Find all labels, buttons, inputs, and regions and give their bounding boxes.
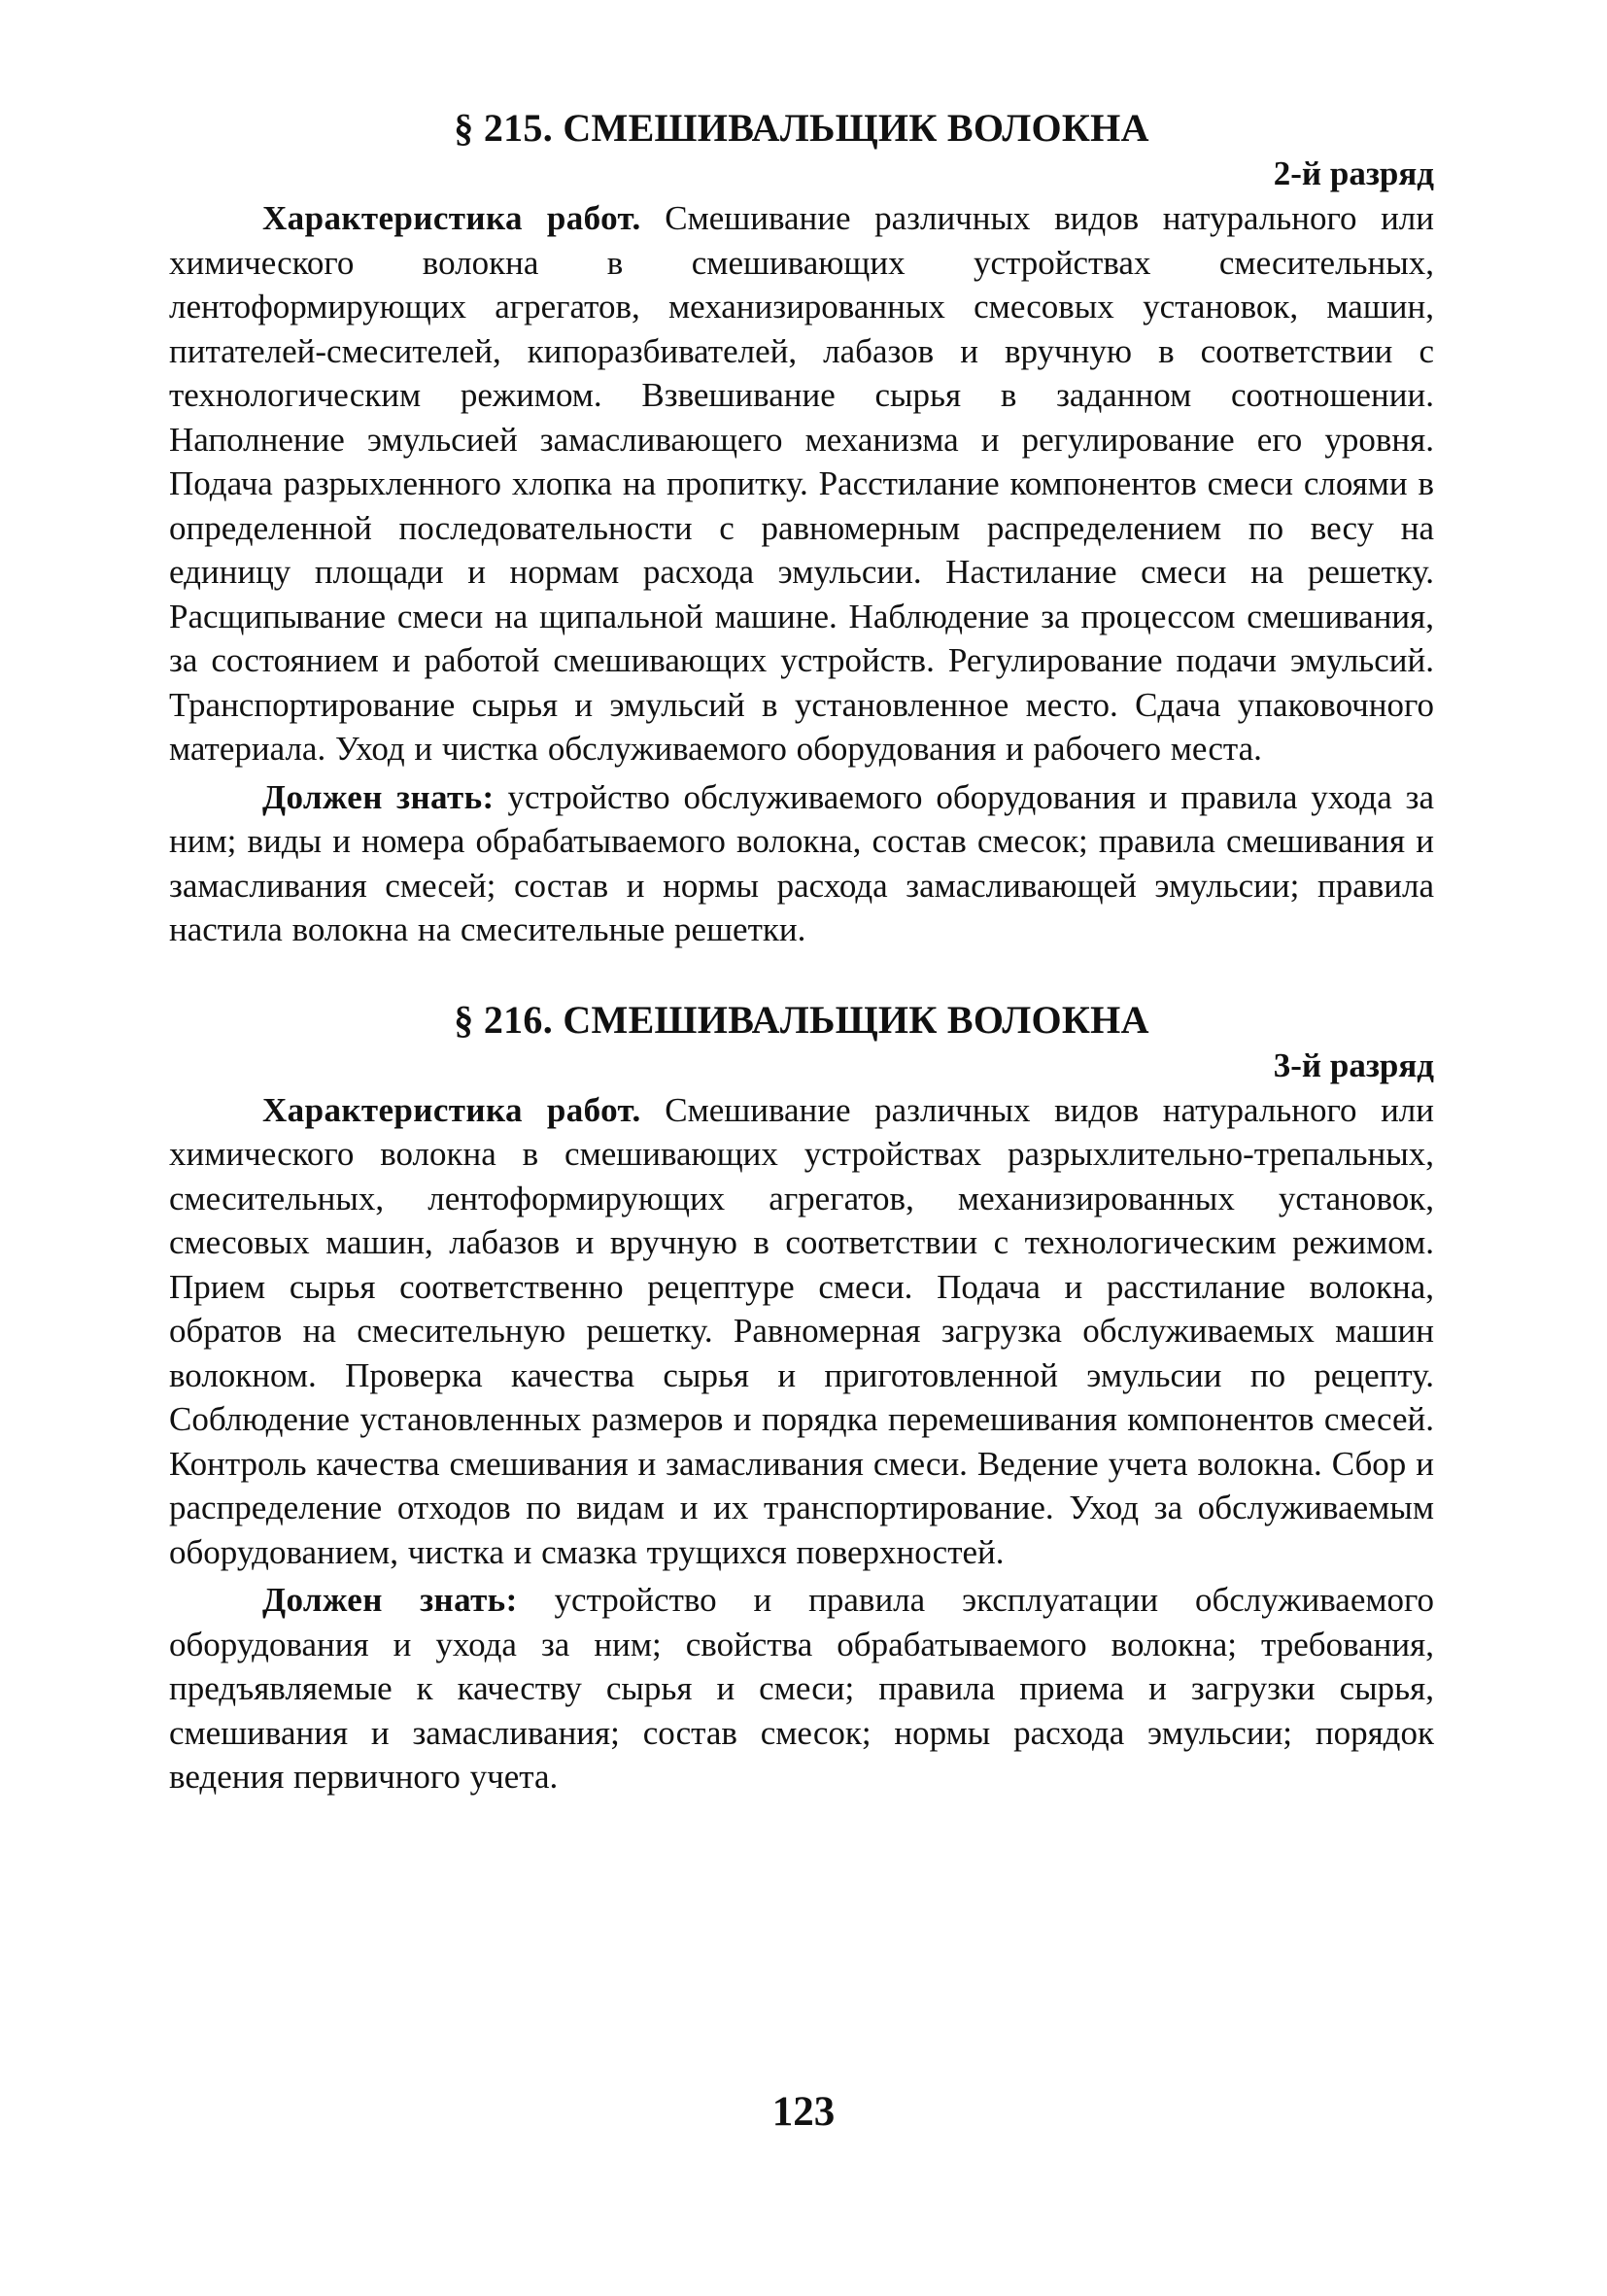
knowledge-text: устройство и правила эксплуатации обслуживаемого оборудования и ухода за ним; свойства обрабатываемого волокна; требования, предъявляемые к качеству сырья и смеси; правила приема и загрузки сырья, смешивания и замасливания; состав смесок; нормы расхода эмульсии; порядок ведения первичного учета.: [169, 1581, 1434, 1796]
section-heading: § 215. СМЕШИВАЛЬЩИК ВОЛОКНА: [454, 106, 1149, 150]
characteristics-paragraph: [169, 196, 1434, 771]
page-number: 123: [771, 2089, 836, 2135]
characteristics-paragraph: [169, 1088, 1434, 1575]
document-page: [169, 105, 1434, 1799]
characteristics-text: Смешивание различных видов натурального или химического волокна в смешивающих устройствах смесительных, лентоформирующих агрегатов, механизированных смесовых установок, машин, питателей-смесителей, кипоразбивателей, лабазов и вручную в соответствии с технологическим режимом. Взвешивание сырья в заданном соотношении. Наполнение эмульсией замасливающего механизма и регулирование его уровня. Подача разрыхленного хлопка на пропитку. Расстилание компонентов смеси слоями в определенной последовательности с равномерным распределением по весу на единицу площади и нормам расхода эмульсии. Настилание смеси на решетку. Расщипывание смеси на щипальной машине. Наблюдение за процессом смешивания, за состоянием и работой смешивающих устройств. Регулирование подачи эмульсий. Транспортирование сырья и эмульсий в установленное место. Сдача упаковочного материала. Уход и чистка обслуживаемого оборудования и рабочего места.: [169, 199, 1434, 768]
grade-label: 2-й разряд: [1273, 154, 1434, 192]
characteristics-text: Смешивание различных видов натурального или химического волокна в смешивающих устройствах разрыхлительно-трепальных, смесительных, лентоформирующих агрегатов, механизированных установок, смесовых машин, лабазов и вручную в соответствии с технологическим режимом. Прием сырья соответственно рецептуре смеси. Подача и расстилание волокна, обратов на смесительную решетку. Равномерная загрузка обслуживаемых машин волокном. Проверка качества сырья и приготовленной эмульсии по рецепту. Соблюдение установленных размеров и порядка перемешивания компонентов смесей. Контроль качества смешивания и замасливания смеси. Ведение учета волокна. Сбор и распределение отходов по видам и их транспортирование. Уход за обслуживаемым оборудованием, чистка и смазка трущихся поверхностей.: [169, 1090, 1434, 1571]
knowledge-paragraph: [169, 1578, 1434, 1799]
section-heading: § 216. СМЕШИВАЛЬЩИК ВОЛОКНА: [454, 997, 1149, 1042]
characteristics-label: Характеристика работ.: [262, 1090, 641, 1129]
knowledge-paragraph: [169, 775, 1434, 952]
section-216: [169, 997, 1434, 1799]
knowledge-label: Должен знать:: [262, 777, 495, 816]
section-215: [169, 105, 1434, 952]
characteristics-label: Характеристика работ.: [262, 199, 641, 237]
grade-label: 3-й разряд: [1273, 1045, 1434, 1084]
knowledge-label: Должен знать:: [262, 1581, 518, 1619]
knowledge-text: устройство обслуживаемого оборудования и правила ухода за ним; виды и номера обрабатываемого волокна, состав смесок; правила смешивания и замасливания смесей; состав и нормы расхода замасливающей эмульсии; правила настила волокна на смесительные решетки.: [169, 777, 1434, 948]
